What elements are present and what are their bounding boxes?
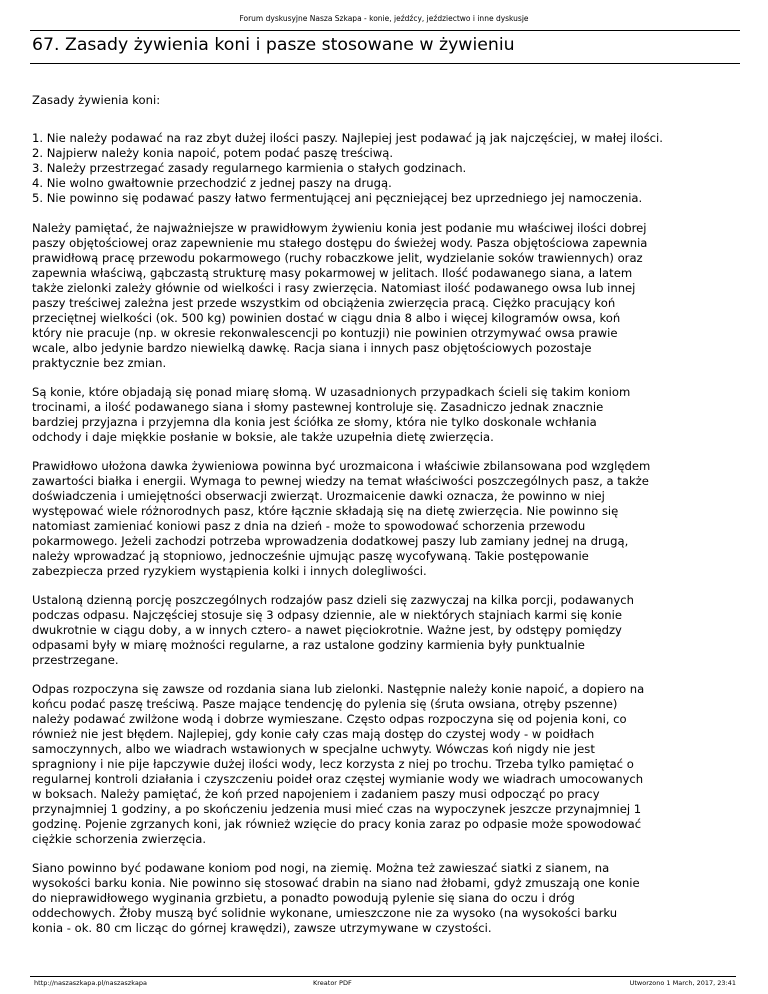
intro-text: Zasady żywienia koni: xyxy=(32,93,161,107)
page-footer xyxy=(30,976,736,989)
rule-item: 4. Nie wolno gwałtownie przechodzić z jednej paszy na drugą. xyxy=(32,176,392,190)
rule-item: 2. Najpierw należy konia napoić, potem podać paszę treściwą. xyxy=(32,146,394,160)
rule-item: 5. Nie powinno się podawać paszy łatwo fermentującej ani pęczniejącej bez uprzedniego jej namoczenia. xyxy=(32,191,643,205)
rule-item: 1. Nie należy podawać na raz zbyt dużej ilości paszy. Najlepiej jest podawać ją jak najczęściej, w małej ilości. xyxy=(32,131,663,145)
paragraph: Są konie, które objadają się ponad miarę słomą. W uzasadnionych przypadkach ścieli się takim koniom trocinami, a ilość podawanego siana i słomy pastewnej kontroluje się. Zasadniczo jednak znacznie bardziej przyjazna i przyjemna dla konia jest ściółka ze słomy, która nie tylko doskonale wchłania odchody i daje miękkie posłanie w boksie, ale także uzupełnia dietę zwierzęcia. xyxy=(32,385,631,444)
page-title: 67. Zasady żywienia koni i pasze stosowane w żywieniu xyxy=(30,30,740,64)
paragraph: Prawidłowo ułożona dawka żywieniowa powinna być urozmaicona i właściwie zbilansowana pod względem zawartości białka i energii. Wymaga to pewnej wiedzy na temat właściwości poszczególnych pasz, a także doświadczenia i umiejętności obserwacji zwierząt. Urozmaicenie dawki oznacza, że powinno w niej występować wiele różnorodnych pasz, które łącznie składają się na dietę zwierzęcia. Nie powinno się natomiast zamieniać koniowi pasz z dnia na dzień - może to spowodować schorzenia przewodu pokarmowego. Jeżeli zachodzi potrzeba wprowadzenia dodatkowej paszy lub zamiany jednej na drugą, należy wprowadzać ją stopniowo, jednocześnie ujmując paszę wycofywaną. Takie postępowanie zabezpiecza przed ryzykiem wystąpienia kolki i innych dolegliwości. xyxy=(32,459,651,578)
rule-item: 3. Należy przestrzegać zasady regularnego karmienia o stałych godzinach. xyxy=(32,161,467,175)
paragraph: Siano powinno być podawane koniom pod nogi, na ziemię. Można też zawieszać siatki z sianem, na wysokości barku konia. Nie powinno się stosować drabin na siano nad żłobami, gdyż zmuszają one konie do nieprawidłowego wyginania grzbietu, a ponadto powodują pylenie się siana do oczu i dróg oddechowych. Żłoby muszą być solidnie wykonane, umieszczone nie za wysoko (na wysokości barku konia - ok. 80 cm licząc do górnej krawędzi), zawsze utrzymywane w czystości. xyxy=(32,861,640,935)
footer-url-link[interactable]: http://naszaszkapa.pl/naszaszkapa xyxy=(34,979,147,987)
footer-generator: Kreator PDF xyxy=(313,979,352,987)
paragraph: Ustaloną dzienną porcję poszczególnych rodzajów pasz dzieli się zazwyczaj na kilka porcji, podawanych podczas odpasu. Najczęściej stosuje się 3 odpasy dziennie, ale w niektórych stajniach karmi się konie dwukrotnie w ciągu doby, a w innych cztero- a nawet pięciokrotnie. Ważne jest, by odstępy pomiędzy odpasami były w miarę możności regularne, a raz ustalone godziny karmienia były punktualnie przestrzegane. xyxy=(32,593,634,667)
article-body xyxy=(32,93,742,950)
rules-list xyxy=(32,131,742,206)
footer-created-date: Utworzono 1 March, 2017, 23:41 xyxy=(629,979,736,987)
paragraph: Należy pamiętać, że najważniejsze w prawidłowym żywieniu konia jest podanie mu właściwej ilości dobrej paszy objętościowej oraz zapewnienie mu stałego dostępu do świeżej wody. Pasza objętościowa zapewnia prawidłową pracę przewodu pokarmowego (ruchy robaczkowe jelit, wydzielanie soków trawiennych) oraz zapewnia właściwą, gąbczastą strukturę masy pokarmowej w jelitach. Ilość podawanego siana, a latem także zielonki zależy głównie od wielkości i rasy zwierzęcia. Natomiast ilość podawanego owsa lub innej paszy treściwej zależna jest przede wszystkim od obciążenia zwierzęcia pracą. Ciężko pracujący koń przeciętnej wielkości (ok. 500 kg) powinien dostać w ciągu dnia 8 albo i więcej kilogramów owsa, koń który nie pracuje (np. w okresie rekonwalescencji po kontuzji) nie powinien otrzymywać owsa prawie wcale, albo jedynie bardzo niewielką dawkę. Racja siana i innych pasz objętościowych pozostaje praktycznie bez zmian. xyxy=(32,221,648,370)
site-header-line: Forum dyskusyjne Nasza Szkapa - konie, jeźdźcy, jeździectwo i inne dyskusje xyxy=(239,14,529,23)
paragraph: Odpas rozpoczyna się zawsze od rozdania siana lub zielonki. Następnie należy konie napoić, a dopiero na końcu podać paszę treściwą. Pasze mające tendencję do pylenia się (śruta owsiana, otręby pszenne) należy podawać zwilżone wodą i dobrze wymieszane. Często odpas rozpoczyna się od pojenia koni, co również nie jest błędem. Najlepiej, gdy konie cały czas mają dostęp do czystej wody - w poidłach samoczynnych, albo we wiadrach wstawionych w specjalne uchwyty. Wówczas koń nigdy nie jest spragniony i nie pije łapczywie dużej ilości wody, lecz korzysta z niej po trochu. Trzeba tylko pamiętać o regularnej kontroli działania i czyszczeniu poideł oraz częstej wymianie wody we wiadrach umocowanych w boksach. Należy pamiętać, że koń przed napojeniem i zadaniem paszy musi odpocząć po pracy przynajmniej 1 godziny, a po skończeniu jedzenia musi mieć czas na wypoczynek jeszcze przynajmniej 1 godzinę. Pojenie zgrzanych koni, jak również wzięcie do pracy konia zaraz po odpasie może spowodować ciężkie schorzenia zwierzęcia. xyxy=(32,682,645,846)
